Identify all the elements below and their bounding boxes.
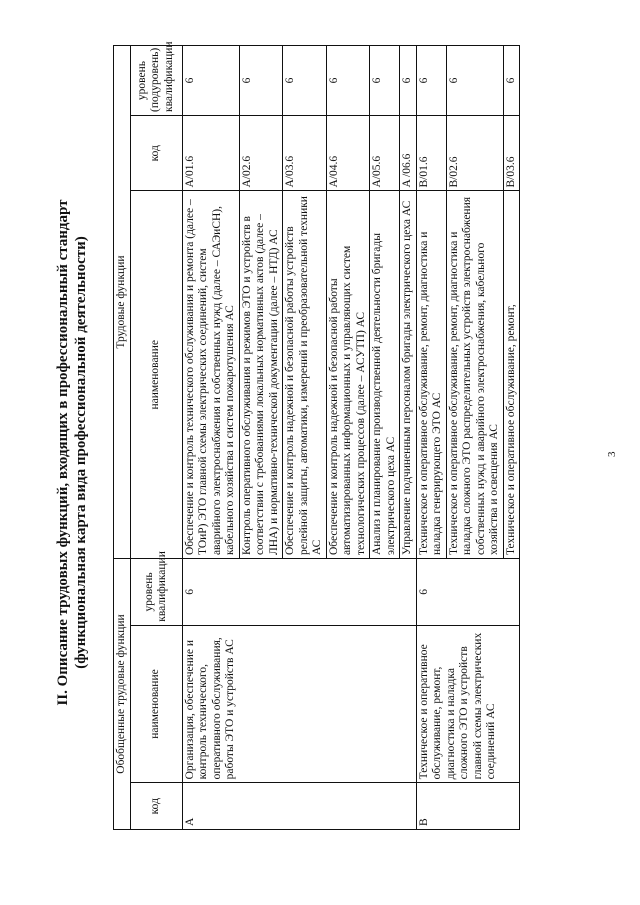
function-code: A /06.6 <box>400 116 417 192</box>
page-number: 3 <box>606 451 618 457</box>
page-title <box>54 80 90 825</box>
function-name: Контроль оперативного обслуживания и режимов ЭТО и устройств в соответствии с требованиями локальных нормативных актов (далее – ЛНА) и нормативно-технической документации (далее – НТД) АС <box>239 191 283 559</box>
function-code: B/01.6 <box>416 116 446 192</box>
function-code: A/02.6 <box>239 116 283 192</box>
group-name: Техническое и оперативное обслуживание, ремонт, диагностика и наладка сложного ЭТО и устройств главной схемы электрических соединений АС <box>416 625 520 783</box>
function-name: Обеспечение и контроль надежной и безопасной работы автоматизированных информационных и управляющих систем технологических процессов (далее – АСУТП) АС <box>326 191 370 559</box>
function-name: Анализ и планирование производственной деятельности бригады электрического цеха АС <box>370 191 400 559</box>
function-name: Управление подчиненным персоналом бригады электрического цеха АС <box>400 191 417 559</box>
function-name: Обеспечение и контроль надежной и безопасной работы устройств релейной защиты, автоматики, измерений и преобразовательной техники АС <box>283 191 327 559</box>
function-level: 6 <box>182 46 239 116</box>
function-code: A/03.6 <box>283 116 327 192</box>
function-code: B/02.6 <box>446 116 503 192</box>
function-name: Техническое и оперативное обслуживание, ремонт, диагностика и наладка генерирующего ЭТО АС <box>416 191 446 559</box>
function-code: A/01.6 <box>182 116 239 192</box>
function-code: A/04.6 <box>326 116 370 192</box>
function-name: Техническое и оперативное обслуживание, ремонт, <box>503 191 520 559</box>
header-level: уровень квалификации <box>130 559 182 626</box>
function-code: B/03.6 <box>503 116 520 192</box>
function-level: 6 <box>326 46 370 116</box>
table-row <box>416 46 446 830</box>
function-level: 6 <box>239 46 283 116</box>
header-row-2 <box>130 46 182 830</box>
function-level: 6 <box>370 46 400 116</box>
header-level2: уровень (подуровень) квалификации <box>130 46 182 116</box>
function-level: 6 <box>283 46 327 116</box>
header-labor: Трудовые функции <box>114 46 131 559</box>
functions-table <box>113 41 520 830</box>
header-generalized: Обобщенные трудовые функции <box>114 559 131 830</box>
function-name: Техническое и оперативное обслуживание, ремонт, диагностика и наладка сложного ЭТО распределительных устройств электроснабжения собственных нужд и аварийного электроснабжения, кабельного хозяйства и освещения АС <box>446 191 503 559</box>
header-code: код <box>130 783 182 830</box>
header-code2: код <box>130 116 182 192</box>
table-row <box>182 46 239 830</box>
header-row-1 <box>114 46 131 830</box>
group-name: Организация, обеспечение и контроль технического, оперативного обслуживания, работы ЭТО и устройств АС <box>182 625 416 783</box>
function-level: 6 <box>446 46 503 116</box>
group-code: А <box>182 783 416 830</box>
group-level: 6 <box>182 559 416 626</box>
group-code: В <box>416 783 520 830</box>
header-name: наименование <box>130 625 182 783</box>
function-level: 6 <box>416 46 446 116</box>
title-line-1: II. Описание трудовых функций, входящих в профессиональный стандарт <box>55 199 71 706</box>
function-level: 6 <box>503 46 520 116</box>
function-code: A/05.6 <box>370 116 400 192</box>
header-name2: наименование <box>130 191 182 559</box>
function-name: Обеспечение и контроль технического обслуживания и ремонта (далее – ТОиР) ЭТО главной схемы электрических соединений, систем аварийного электроснабжения и собственных нужд (далее – САЭиСН), кабельного хозяйства и систем пожаротушения АС <box>182 191 239 559</box>
group-level: 6 <box>416 559 520 626</box>
function-level: 6 <box>400 46 417 116</box>
title-line-2: (функциональная карта вида профессиональной деятельности) <box>73 236 89 669</box>
